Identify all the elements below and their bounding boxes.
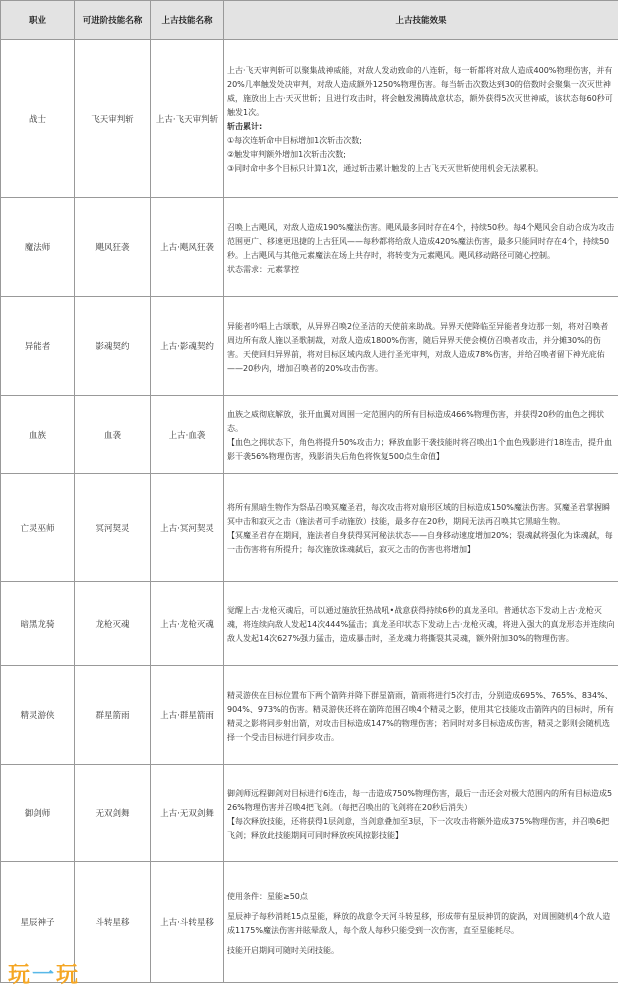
watermark-char: 玩: [8, 963, 33, 988]
table-row: [1, 582, 618, 666]
effect-cell: [224, 474, 618, 582]
effect-cell: [224, 582, 618, 666]
job-cell: 魔法师: [1, 198, 75, 297]
table-row: [1, 666, 618, 765]
effect-paragraph: 血族之威彻底解放，张开血翼对周围一定范围内的所有目标造成466%物理伤害，并获得20秒的血色之拥状态。: [227, 410, 605, 433]
table-row: [1, 862, 618, 983]
ancient-skill-cell: 上古·群星箭雨: [151, 666, 224, 765]
header-job: 职业: [1, 1, 75, 40]
job-cell: 异能者: [1, 297, 75, 396]
job-cell: 血族: [1, 396, 75, 474]
header-skill: 可进阶技能名称: [75, 1, 151, 40]
ancient-skill-cell: 上古·影魂契约: [151, 297, 224, 396]
skill-cell: 冥河契灵: [75, 474, 151, 582]
job-cell: 星辰神子: [1, 862, 75, 983]
skill-cell: 斗转星移: [75, 862, 151, 983]
table-header-row: [1, 1, 618, 40]
skill-cell: 群星箭雨: [75, 666, 151, 765]
effect-paragraph: 斩击累计:: [227, 122, 263, 131]
header-effect: 上古技能效果: [224, 1, 618, 40]
table-row: [1, 396, 618, 474]
effect-cell: [224, 396, 618, 474]
effect-paragraph: 召唤上古飓风，对敌人造成190%魔法伤害。飓风最多同时存在4个，持续50秒。每4个飓风会自动合成为攻击范围更广、移速更迅捷的上古狂风——每秒都将给敌人造成420%魔法伤害，最多只能同时存在4个，持续50秒。上古飓风与其他元素魔法在场上共存时，将转变为元素飓风。飓风移动路径可随心控制。: [227, 222, 615, 260]
skill-cell: 影魂契约: [75, 297, 151, 396]
effect-paragraph: 觉醒上古·龙枪灭魂后，可以通过施放狂热战吼•战意获得持续6秒的真龙圣印。普通状态下发动上古·龙枪灭魂，将连续向敌人发起14次444%猛击；真龙圣印状态下发动上古·龙枪灭魂，将进入强大的真龙形态并连续向敌人发起14次627%强力猛击，造成暴击时，圣龙魂力将撕裂其灵魂，额外附加30%的物理伤害。: [227, 606, 615, 643]
job-cell: 精灵游侠: [1, 666, 75, 765]
header-ancient-skill: 上古技能名称: [151, 1, 224, 40]
ancient-skill-cell: 上古·龙枪灭魂: [151, 582, 224, 666]
skill-cell: 血袭: [75, 396, 151, 474]
effect-cell: [224, 666, 618, 765]
job-cell: 亡灵巫师: [1, 474, 75, 582]
skill-cell: 龙枪灭魂: [75, 582, 151, 666]
effect-paragraph: 精灵游侠在目标位置布下两个箭阵并降下群星箭雨，箭雨将进行5次打击，分别造成695%、765%、834%、904%、973%的伤害。精灵游侠还将在箭阵范围召唤4个精灵之影，使用其它技能攻击箭阵内的目标时，所有精灵之影将同步射出箭，对攻击目标造成147%的物理伤害；若同时对多目标造成伤害，精灵之影则会随机选择一个受击目标进行同步攻击。: [227, 690, 614, 742]
job-cell: 战士: [1, 40, 75, 198]
job-cell: 暗黑龙骑: [1, 582, 75, 666]
ancient-skill-cell: 上古·无双剑舞: [151, 765, 224, 862]
effect-paragraph: 异能者吟唱上古颂歌，从异界召唤2位圣洁的天使前来助战。异界天使降临至异能者身边那一刻，将对召唤者周边所有敌人施以圣歌制裁，对敌人造成1800%伤害，随后异界天使会模仿召唤者攻击，并分摊30%的伤害。天使回归异界前，将对目标区域内敌人进行圣光审判，对敌人造成78%伤害，并给召唤者留下神光庇佑——20秒内，增加召唤者的20%攻击伤害。: [227, 321, 609, 373]
effect-paragraph: 【冥魔圣君存在期间，施法者自身获得冥河秘法状态——自身移动速度增加20%；裂魂弑将强化为诛魂弑，每一击伤害将有所提升；每次施放诛魂弑后，寂灭之击的伤害也将增加】: [227, 531, 613, 554]
table-row: [1, 474, 618, 582]
effect-paragraph: 星辰神子每秒消耗15点星能，释放的战意令天河斗转星移，形成带有星辰神罚的旋涡，对周围随机4个敌人造成1175%魔法伤害并眩晕敌人，每个敌人每秒只能受到一次伤害，直至星能耗尽。: [227, 911, 611, 935]
table-row: [1, 765, 618, 862]
effect-paragraph: 状态需求：元素掌控: [227, 264, 299, 274]
ancient-skill-cell: 上古·血袭: [151, 396, 224, 474]
skill-cell: 飞天审判斩: [75, 40, 151, 198]
skill-cell: 飓风狂袭: [75, 198, 151, 297]
ancient-skill-cell: 上古·飞天审判斩: [151, 40, 224, 198]
table-row: [1, 40, 618, 198]
effect-paragraph: 【每次释放技能，还将获得1层剑意，当剑意叠加至3层，下一次攻击将额外造成375%物理伤害，并召唤6把飞剑；释放此技能期间可同时释放疾风掠影技能】: [227, 816, 610, 840]
effect-paragraph: 上古·飞天审判斩可以聚集战神威能，对敌人发动致命的八连斩，每一斩都将对敌人造成400%物理伤害，并有20%几率触发处决审判，对敌人造成额外1250%物理伤害。每当斩击次数达到30的倍数时会聚集一次灭世神威，施放出上古·天灭世斩；且进行攻击时，将会触发沸腾战意状态，额外获得5次灭世神威，该状态每60秒可触发1次。: [227, 66, 613, 117]
job-cell: 御剑师: [1, 765, 75, 862]
effect-paragraph: 技能开启期间可随时关闭技能。: [227, 945, 339, 955]
table-row: [1, 198, 618, 297]
effect-paragraph: 【血色之拥状态下，角色将提升50%攻击力；释放血影干袭技能时将召唤出1个血色残影进行18连击，提升血影干袭56%物理伤害，残影消失后角色将恢复500点生命值】: [227, 438, 613, 461]
table-row: [1, 297, 618, 396]
watermark-char: 一: [32, 963, 57, 988]
effect-cell: [224, 40, 618, 198]
effect-paragraph: ③同时命中多个目标只计算1次，通过斩击累计触发的上古飞天灭世斩使用机会无法累积。: [227, 164, 544, 173]
effect-cell: [224, 765, 618, 862]
effect-cell: [224, 198, 618, 297]
ancient-skill-cell: 上古·飓风狂袭: [151, 198, 224, 297]
ancient-skill-cell: 上古·冥河契灵: [151, 474, 224, 582]
effect-paragraph: 将所有黑暗生物作为祭品召唤冥魔圣君，每次攻击将对扇形区域的目标造成150%魔法伤害。冥魔圣君掌握瞬冥中击和寂灭之击（施法者可手动施放）技能，最多存在20秒，期间无法再召唤其它黑暗生物。: [227, 503, 610, 526]
effect-paragraph: ②触发审判额外增加1次斩击次数;: [227, 150, 346, 159]
effect-cell: [224, 862, 618, 983]
effect-cell: [224, 297, 618, 396]
ancient-skill-cell: 上古·斗转星移: [151, 862, 224, 983]
watermark-char: 玩: [56, 963, 81, 988]
effect-paragraph: ①每次连斩命中目标增加1次斩击次数;: [227, 136, 362, 145]
effect-paragraph: 御剑师远程御剑对目标进行6连击，每一击造成750%物理伤害，最后一击还会对极大范围内的所有目标造成526%物理伤害并召唤4把飞剑。（每把召唤出的飞剑将在20秒后消失）: [227, 788, 613, 812]
skill-cell: 无双剑舞: [75, 765, 151, 862]
site-watermark-logo: [8, 958, 80, 989]
effect-paragraph: 使用条件：星能≥50点: [227, 891, 308, 901]
